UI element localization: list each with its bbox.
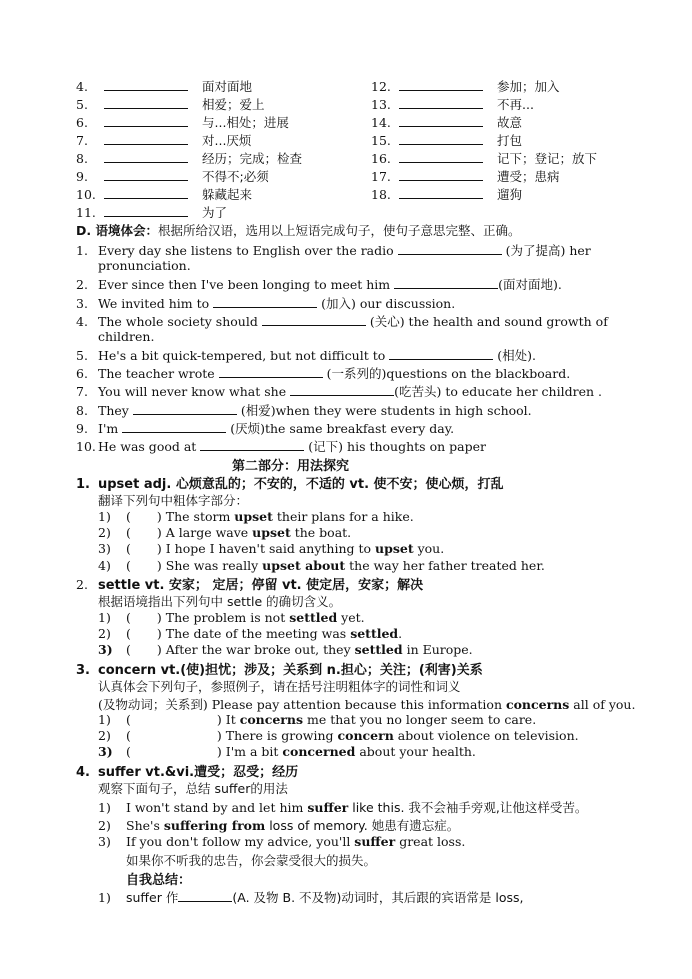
item-number: 5. bbox=[76, 97, 88, 112]
phrase-item bbox=[76, 77, 252, 95]
paren: ( bbox=[126, 744, 131, 759]
paren: ( bbox=[126, 509, 131, 524]
sentence-text: (一系列的)questions on the blackboard. bbox=[326, 366, 571, 381]
upset-heading bbox=[76, 473, 504, 492]
phrase-item bbox=[371, 131, 522, 149]
instruction: 观察下面句子，总结 suffer的用法 bbox=[98, 781, 288, 796]
answer-blank[interactable] bbox=[399, 187, 483, 199]
phrase-item bbox=[371, 149, 597, 167]
sentence-text: There is growing bbox=[225, 728, 338, 743]
answer-blank[interactable] bbox=[104, 205, 188, 217]
sentence-3 bbox=[76, 294, 455, 312]
sentence-text: great loss. bbox=[395, 834, 466, 849]
item-number: 18. bbox=[371, 187, 391, 202]
sentence-text: . bbox=[398, 626, 403, 641]
answer-blank[interactable] bbox=[398, 243, 502, 255]
item-number: 4) bbox=[98, 558, 111, 573]
sentence-text: The storm bbox=[165, 509, 235, 524]
phrase-item bbox=[371, 113, 522, 131]
answer-blank[interactable] bbox=[399, 151, 483, 163]
sentence-text: (记下) his thoughts on paper bbox=[308, 439, 486, 454]
summary-item-1 bbox=[98, 888, 523, 906]
sentence-text: pronunciation. bbox=[98, 258, 191, 273]
sentence-text: If you don't follow my advice, you'll bbox=[126, 834, 355, 849]
phrase-meaning: 遛狗 bbox=[497, 187, 523, 202]
section-d-heading bbox=[76, 221, 521, 239]
settle-heading bbox=[76, 574, 423, 593]
item-number: 1) bbox=[98, 610, 111, 625]
bold-word: concerns bbox=[505, 697, 570, 712]
sentence-text: Ever since then I've been longing to meet him bbox=[98, 277, 391, 292]
paren: ) bbox=[156, 525, 162, 540]
upset-item-2 bbox=[98, 525, 351, 540]
paren: ) bbox=[156, 610, 162, 625]
paren: ) bbox=[216, 728, 222, 743]
sentence-text: Every day she listens to English over the radio bbox=[98, 243, 394, 258]
word-definition: upset adj. 心烦意乱的；不安的，不适的 vt. 使不安；使心烦，打乱 bbox=[98, 477, 504, 492]
item-number: 8. bbox=[76, 151, 88, 166]
sentence-5 bbox=[76, 346, 536, 364]
phrase-item bbox=[76, 113, 289, 131]
bold-word: upset about bbox=[262, 558, 346, 573]
part2-title: 第二部分：用法探究 bbox=[232, 459, 350, 474]
answer-blank[interactable] bbox=[104, 115, 188, 127]
phrase-meaning: 不再... bbox=[497, 97, 534, 112]
sentence-text: the way her father treated her. bbox=[345, 558, 545, 573]
item-number: 10. bbox=[76, 439, 96, 454]
sentence-text: loss of memory. 她患有遗忘症。 bbox=[265, 818, 460, 833]
sentence-text: You will never know what she bbox=[98, 384, 287, 399]
bold-word: upset bbox=[234, 509, 273, 524]
answer-blank[interactable] bbox=[262, 314, 366, 326]
bold-word: concerns bbox=[239, 712, 304, 727]
paren: ( bbox=[126, 728, 131, 743]
sentence-text: in Europe. bbox=[402, 642, 473, 657]
sentence-6 bbox=[76, 364, 570, 382]
suffer-item-3 bbox=[98, 834, 465, 849]
sentence-text: you. bbox=[413, 541, 445, 556]
sentence-text: A large wave bbox=[165, 525, 253, 540]
summary-label: 自我总结： bbox=[126, 873, 192, 888]
sentence-text: the boat. bbox=[290, 525, 352, 540]
item-number: 2) bbox=[98, 728, 111, 743]
instruction: 翻译下列句中粗体字部分： bbox=[98, 493, 249, 508]
settle-item-1 bbox=[98, 610, 365, 625]
sentence-2 bbox=[76, 275, 562, 293]
sentence-text: children. bbox=[98, 329, 155, 344]
sentence-text: (A. 及物 B. 不及物)动词时，其后跟的宾语常是 loss, bbox=[232, 890, 524, 905]
answer-blank[interactable] bbox=[394, 277, 498, 289]
phrase-meaning: 躲藏起来 bbox=[202, 187, 253, 202]
item-number: 3) bbox=[98, 642, 113, 657]
sentence-text: like this. 我不会袖手旁观,让他这样受苦。 bbox=[348, 800, 588, 815]
item-number: 3) bbox=[98, 744, 113, 759]
phrase-meaning: 与...相处；进展 bbox=[202, 115, 289, 130]
concern-item-3 bbox=[98, 744, 476, 759]
item-number: 5. bbox=[76, 348, 88, 363]
concern-heading bbox=[76, 659, 483, 678]
answer-blank[interactable] bbox=[104, 187, 188, 199]
answer-blank[interactable] bbox=[122, 421, 226, 433]
sentence-text: They bbox=[98, 403, 129, 418]
item-number: 15. bbox=[371, 133, 391, 148]
item-number: 4. bbox=[76, 314, 88, 329]
bold-word: concerned bbox=[282, 744, 356, 759]
word-definition: suffer vt.&vi.遭受；忍受；经历 bbox=[98, 765, 299, 780]
sentence-text: I'm bbox=[98, 421, 119, 436]
answer-blank[interactable] bbox=[290, 384, 394, 396]
phrase-meaning: 打包 bbox=[497, 133, 523, 148]
concern-item-2 bbox=[98, 728, 579, 743]
sentence-text: The problem is not bbox=[165, 610, 290, 625]
phrase-item bbox=[76, 95, 265, 113]
phrase-meaning: 参加；加入 bbox=[497, 79, 560, 94]
sentence-4 bbox=[76, 312, 608, 330]
concern-item-1 bbox=[98, 712, 536, 727]
sentence-10 bbox=[76, 437, 486, 455]
bold-word: upset bbox=[252, 525, 291, 540]
phrase-item bbox=[371, 77, 560, 95]
item-number: 10. bbox=[76, 187, 96, 202]
phrase-meaning: 遭受；患病 bbox=[497, 169, 560, 184]
item-number: 3. bbox=[76, 296, 88, 311]
sentence-text: their plans for a hike. bbox=[272, 509, 414, 524]
answer-blank[interactable] bbox=[200, 439, 304, 451]
paren: ( bbox=[126, 626, 131, 641]
settle-item-2 bbox=[98, 626, 402, 641]
bold-word: upset bbox=[375, 541, 414, 556]
item-number: 6. bbox=[76, 366, 88, 381]
answer-blank[interactable] bbox=[219, 366, 323, 378]
paren: ) bbox=[216, 712, 222, 727]
item-number: 1) bbox=[98, 800, 111, 815]
sentence-text: (相处). bbox=[497, 348, 536, 363]
settle-item-3 bbox=[98, 642, 473, 657]
paren: ) bbox=[156, 509, 162, 524]
sentence-text: (吃苦头) to educate her children . bbox=[394, 384, 602, 399]
sentence-text: She's bbox=[126, 818, 164, 833]
answer-blank[interactable] bbox=[104, 133, 188, 145]
paren: ) bbox=[156, 626, 162, 641]
item-number: 13. bbox=[371, 97, 391, 112]
item-number: 17. bbox=[371, 169, 391, 184]
paren: ) bbox=[156, 558, 162, 573]
item-number: 14. bbox=[371, 115, 391, 130]
paren: ( bbox=[126, 712, 131, 727]
item-number: 8. bbox=[76, 403, 88, 418]
sentence-text: The teacher wrote bbox=[98, 366, 215, 381]
sentence-text: He's a bit quick-tempered, but not difficult to bbox=[98, 348, 386, 363]
sentence-text: She was really bbox=[165, 558, 263, 573]
answer-blank[interactable] bbox=[178, 890, 232, 902]
phrase-item bbox=[76, 185, 252, 203]
bold-word: suffer bbox=[354, 834, 396, 849]
item-number: 12. bbox=[371, 79, 391, 94]
phrase-item bbox=[371, 185, 522, 203]
section-label: D. 语境体会： bbox=[76, 223, 158, 238]
phrase-meaning: 为了 bbox=[202, 205, 228, 220]
paren: ) bbox=[216, 744, 222, 759]
sentence-text: (面对面地). bbox=[498, 277, 562, 292]
sentence-text: I won't stand by and let him bbox=[126, 800, 308, 815]
phrase-meaning: 对...厌烦 bbox=[202, 133, 252, 148]
bold-word: concern bbox=[337, 728, 394, 743]
answer-blank[interactable] bbox=[399, 133, 483, 145]
sentence-text: (及物动词；关系到) Please pay attention because this information bbox=[98, 697, 506, 712]
sentence-text: (厌烦)the same breakfast every day. bbox=[230, 421, 455, 436]
answer-blank[interactable] bbox=[104, 79, 188, 91]
sentence-text: (为了提高) her bbox=[505, 243, 591, 258]
item-number: 2. bbox=[76, 277, 88, 292]
sentence-1 bbox=[76, 241, 591, 259]
sentence-text: me that you no longer seem to care. bbox=[303, 712, 537, 727]
answer-blank[interactable] bbox=[399, 79, 483, 91]
item-number: 9. bbox=[76, 169, 88, 184]
answer-blank[interactable] bbox=[104, 169, 188, 181]
phrase-item bbox=[371, 95, 534, 113]
sentence-text: suffer 作 bbox=[126, 890, 179, 905]
item-number: 2) bbox=[98, 626, 111, 641]
paren: ) bbox=[156, 642, 162, 657]
item-number: 3. bbox=[76, 663, 90, 678]
phrase-meaning: 记下；登记；放下 bbox=[497, 151, 598, 166]
sentence-text: (相爱)when they were students in high school. bbox=[240, 403, 532, 418]
sentence-text: The date of the meeting was bbox=[165, 626, 351, 641]
item-number: 7. bbox=[76, 133, 88, 148]
answer-blank[interactable] bbox=[104, 151, 188, 163]
item-number: 6. bbox=[76, 115, 88, 130]
sentence-text: The whole society should bbox=[98, 314, 258, 329]
item-number: 1. bbox=[76, 243, 88, 258]
sentence-8 bbox=[76, 401, 532, 419]
sentence-text: He was good at bbox=[98, 439, 197, 454]
concern-example bbox=[98, 695, 635, 713]
item-number: 7. bbox=[76, 384, 88, 399]
sentence-text: (加入) our discussion. bbox=[321, 296, 456, 311]
item-number: 2) bbox=[98, 818, 111, 833]
paren: ( bbox=[126, 642, 131, 657]
sentence-9 bbox=[76, 419, 454, 437]
phrase-meaning: 相爱；爱上 bbox=[202, 97, 265, 112]
upset-item-1 bbox=[98, 509, 414, 524]
sentence-text: about violence on television. bbox=[393, 728, 579, 743]
answer-blank[interactable] bbox=[133, 403, 237, 415]
paren: ( bbox=[126, 541, 131, 556]
paren: ( bbox=[126, 610, 131, 625]
item-number: 1) bbox=[98, 712, 111, 727]
item-number: 11. bbox=[76, 205, 96, 220]
bold-word: suffering from bbox=[163, 818, 266, 833]
sentence-text: (关心) the health and sound growth of bbox=[369, 314, 608, 329]
item-number: 2) bbox=[98, 525, 111, 540]
sentence-text: about your health. bbox=[355, 744, 476, 759]
upset-item-3 bbox=[98, 541, 444, 556]
phrase-meaning: 不得不;必须 bbox=[202, 169, 269, 184]
sentence-text: I hope I haven't said anything to bbox=[165, 541, 376, 556]
phrase-item bbox=[76, 167, 269, 185]
item-number: 4. bbox=[76, 79, 88, 94]
item-number: 16. bbox=[371, 151, 391, 166]
sentence-text: After the war broke out, they bbox=[165, 642, 355, 657]
bold-word: settled bbox=[350, 626, 399, 641]
upset-item-4 bbox=[98, 558, 545, 573]
sentence-text: We invited him to bbox=[98, 296, 210, 311]
item-number: 2. bbox=[76, 577, 88, 592]
phrase-item bbox=[76, 203, 227, 221]
instruction: 认真体会下列句子，参照例子，请在括号注明粗体字的词性和词义 bbox=[98, 679, 461, 694]
suffer-item-1 bbox=[98, 798, 587, 816]
item-number: 4. bbox=[76, 765, 90, 780]
phrase-meaning: 经历；完成；检查 bbox=[202, 151, 303, 166]
sentence-text: yet. bbox=[337, 610, 365, 625]
answer-blank[interactable] bbox=[399, 97, 483, 109]
bold-word: settled bbox=[289, 610, 338, 625]
answer-blank[interactable] bbox=[213, 296, 317, 308]
word-definition: concern vt.(使)担忧；涉及；关系到 n.担心；关注；(利害)关系 bbox=[98, 663, 483, 678]
sentence-7 bbox=[76, 382, 602, 400]
item-number: 1) bbox=[98, 890, 111, 905]
paren: ) bbox=[156, 541, 162, 556]
item-number: 3) bbox=[98, 541, 111, 556]
answer-blank[interactable] bbox=[399, 169, 483, 181]
phrase-meaning: 面对面地 bbox=[202, 79, 253, 94]
bold-word: settled bbox=[354, 642, 403, 657]
sentence-text: all of you. bbox=[569, 697, 636, 712]
paren: ( bbox=[126, 525, 131, 540]
item-number: 1. bbox=[76, 477, 90, 492]
bold-word: suffer bbox=[307, 800, 349, 815]
item-number: 1) bbox=[98, 509, 111, 524]
answer-blank[interactable] bbox=[389, 348, 493, 360]
phrase-meaning: 故意 bbox=[497, 115, 523, 130]
suffer-item-2 bbox=[98, 816, 459, 834]
item-number: 3) bbox=[98, 834, 111, 849]
answer-blank[interactable] bbox=[104, 97, 188, 109]
paren: ( bbox=[126, 558, 131, 573]
instruction: 根据语境指出下列句中 settle 的确切含义。 bbox=[98, 594, 342, 609]
phrase-item bbox=[371, 167, 560, 185]
phrase-item bbox=[76, 149, 302, 167]
answer-blank[interactable] bbox=[399, 115, 483, 127]
sentence-text: It bbox=[225, 712, 240, 727]
translation: 如果你不听我的忠告，你会蒙受很大的损失。 bbox=[126, 853, 377, 868]
suffer-heading bbox=[76, 761, 298, 780]
sentence-text: I'm a bit bbox=[225, 744, 283, 759]
item-number: 9. bbox=[76, 421, 88, 436]
word-definition: settle vt. 安家； 定居；停留 vt. 使定居，安家；解决 bbox=[98, 578, 424, 593]
section-instruction: 根据所给汉语，选用以上短语完成句子，使句子意思完整、正确。 bbox=[157, 223, 521, 238]
phrase-item bbox=[76, 131, 251, 149]
